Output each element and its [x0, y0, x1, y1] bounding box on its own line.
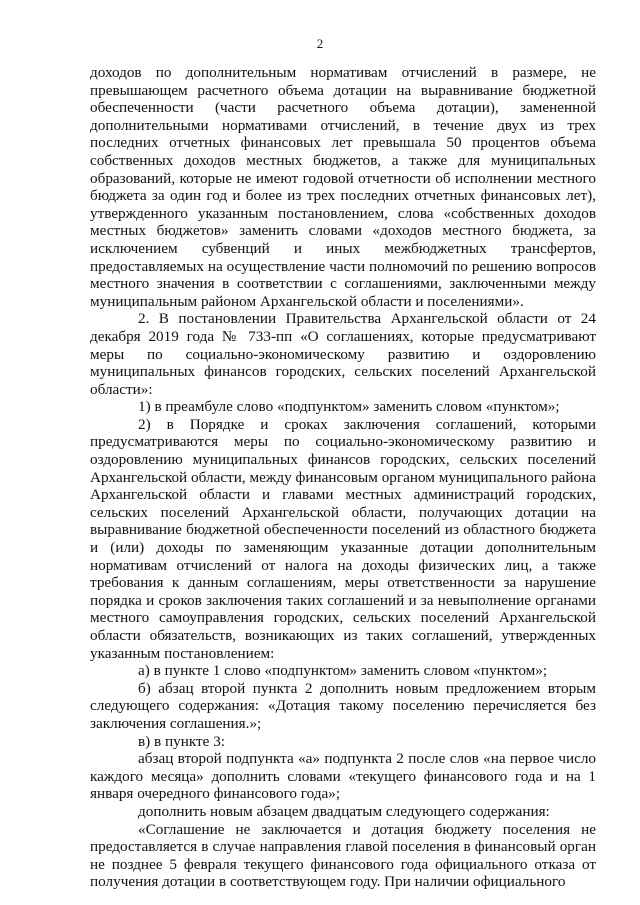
paragraph: 1) в преамбуле слово «подпунктом» заменить словом «пунктом»; — [138, 398, 560, 416]
paragraph: абзац второй подпункта «а» подпункта 2 после слов «на первое число каждого месяца» дополнить словами «текущего финансового года и на 1 января очередного финансового года»; — [90, 750, 596, 803]
paragraph: «Соглашение не заключается и дотация бюджету поселения не предоставляется в случае направления главой поселения в финансовый орган не позднее 5 февраля текущего финансового года официального отказа от получения дотации в соответствующем году. При наличии официального — [90, 820, 596, 891]
paragraph: в) в пункте 3: — [138, 732, 226, 750]
paragraph: 2. В постановлении Правительства Архангельской области от 24 декабря 2019 года № 733-пп «О соглашениях, которые предусматривают меры по социально-экономическому развитию и оздоровлению муниципальных финансов городских, сельских поселений Архангельской области»: — [90, 310, 596, 398]
paragraph: 2) в Порядке и сроках заключения соглашений, которыми предусматриваются меры по социально-экономическому развитию и оздоровлению муниципальных финансов городских, сельских поселений Архангельской области, между финансовым органом муниципального района Архангельской области и главами местных администраций городских, сельских поселений Архангельской области, получающих дотации на выравнивание бюджетной обеспеченности поселений из областного бюджета и (или) доходы по заменяющим указанные дотации дополнительным нормативам отчислений от налога на доходы физических лиц, а также требования к данным соглашениям, меры ответственности за нарушение порядка и сроков заключения таких соглашений и за невыполнение органами местного самоуправления городских, сельских поселений Архангельской области обязательств, возникающих из таких соглашений, утвержденных указанным постановлением: — [90, 415, 596, 662]
paragraph: доходов по дополнительным нормативам отчислений в размере, не превышающем расчетного объема дотации на выравнивание бюджетной обеспеченности (части расчетного объема дотации), замененной дополнительными нормативами отчислений, в течение двух из трех последних отчетных финансовых лет превышала 50 процентов объема собственных доходов местных бюджетов, а также для муниципальных образований, которые не имеют годовой отчетности об исполнении местного бюджета за один год и более из трех последних отчетных финансовых лет), утвержденного указанным постановлением, слова «собственных доходов местных бюджетов» заменить словами «доходов местного бюджета, за исключением субвенций и иных межбюджетных трансфертов, предоставляемых на осуществление части полномочий по решению вопросов местного значения в соответствии с соглашениями, заключенными между муниципальным районом Архангельской области и поселениями». — [90, 64, 596, 310]
document-body — [90, 64, 596, 891]
page-number: 2 — [316, 36, 324, 51]
paragraph: б) абзац второй пункта 2 дополнить новым предложением вторым следующего содержания: «Дотация такому поселению перечисляется без заключения соглашения.»; — [90, 679, 596, 732]
paragraph: а) в пункте 1 слово «подпунктом» заменить словом «пунктом»; — [138, 662, 548, 680]
paragraph: дополнить новым абзацем двадцатым следующего содержания: — [138, 802, 550, 820]
